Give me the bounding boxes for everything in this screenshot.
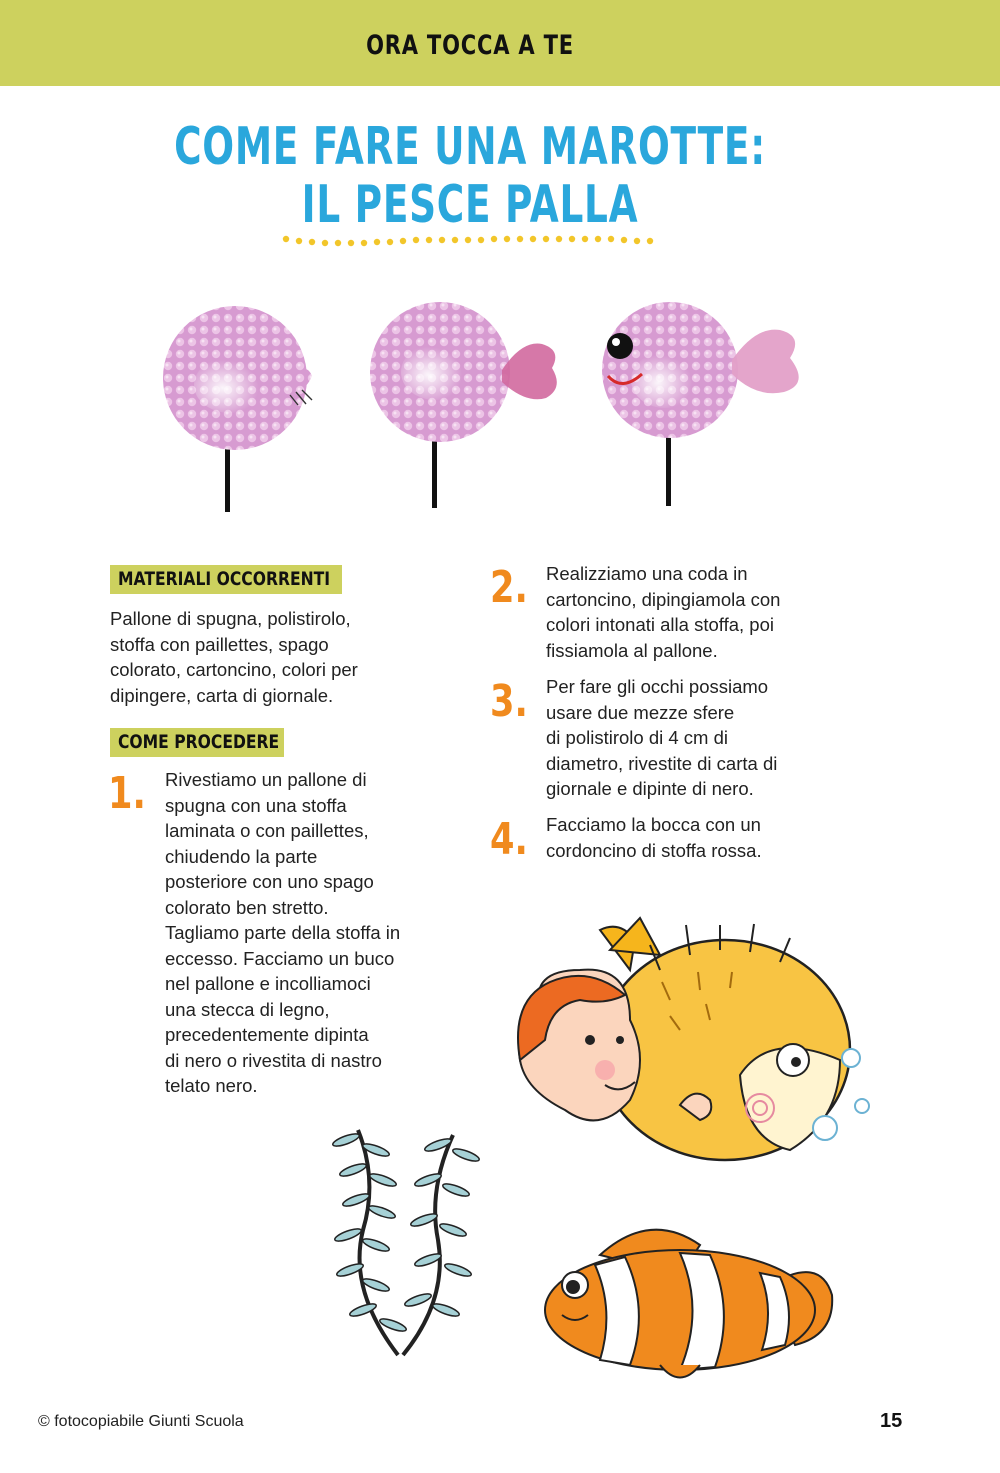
seaweed-illustration	[318, 1120, 488, 1365]
step-2-number: 2.	[490, 562, 528, 613]
procedure-heading: COME PROCEDERE	[110, 728, 284, 757]
page-title	[132, 118, 809, 234]
child-with-pufferfish-illustration	[510, 910, 880, 1180]
step-4-text: Facciamo la bocca con un cordoncino di stoffa rossa.	[546, 814, 762, 861]
title-line-1: COME FARE UNA MAROTTE:	[174, 117, 766, 177]
step-3-text: Per fare gli occhi possiamo usare due mezze sfere di polistirolo di 4 cm di diametro, rivestite di carta di giornale e dipinte di nero.	[546, 676, 778, 799]
title-line-2: IL PESCE PALLA	[301, 175, 639, 235]
page-number: 15	[880, 1410, 903, 1432]
step-3-number: 3.	[490, 676, 528, 727]
section-header: ORA TOCCA A TE	[366, 30, 574, 61]
materials-list: Pallone di spugna, polistirolo, stoffa con paillettes, spago colorato, cartoncino, colori per dipingere, carta di giornale.	[110, 608, 358, 706]
materials-heading: MATERIALI OCCORRENTI	[110, 565, 342, 594]
step-4-number: 4.	[490, 814, 528, 865]
pufferfish-steps-illustration	[150, 300, 850, 520]
step-1-number: 1.	[108, 768, 146, 819]
clownfish-illustration	[540, 1215, 840, 1390]
pufferfish-stage-3-illustration	[602, 302, 799, 506]
dotted-divider	[282, 234, 662, 248]
step-2-text: Realizziamo una coda in cartoncino, dipingiamola con colori intonati alla stoffa, poi fissiamola al pallone.	[546, 563, 781, 661]
footer-credit: © fotocopiabile Giunti Scuola	[38, 1413, 244, 1430]
step-1-text: Rivestiamo un pallone di spugna con una stoffa laminata o con paillettes, chiudendo la parte posteriore con uno spago colorato ben stretto. Tagliamo parte della stoffa in eccesso. Facciamo un buco nel pallone e incolliamoci una stecca di legno, precedentemente dipinta di nero o rivestita di nastro telato nero.	[165, 769, 401, 1096]
pufferfish-stage-2-illustration	[370, 302, 557, 508]
pufferfish-stage-1-illustration	[163, 306, 312, 512]
